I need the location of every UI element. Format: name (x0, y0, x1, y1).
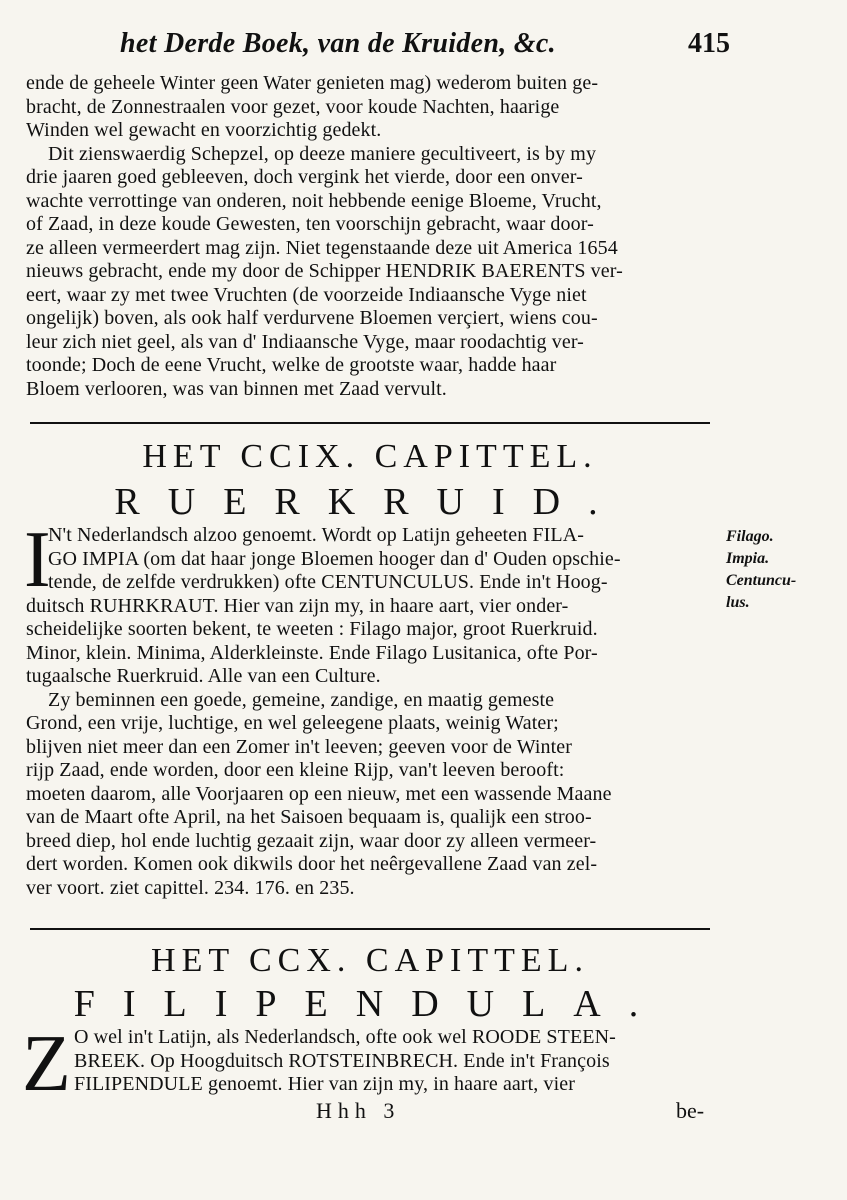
text-line: tugaalsche Ruerkruid. Alle van een Culture. (26, 665, 381, 687)
text-line: FILIPENDULE genoemt. Hier van zijn my, in haare aart, vier (74, 1073, 576, 1095)
text-line: of Zaad, in deze koude Gewesten, ten voorschijn gebracht, waar door- (26, 213, 594, 235)
text-line: eert, waar zy met twee Vruchten (de voorzeide Indiaansche Vyge niet (26, 283, 587, 306)
text-line: O wel in't Latijn, als Nederlandsch, ofte ook wel ROODE STEEN- (74, 1026, 616, 1048)
signature-mark: Hhh 3 (316, 1098, 401, 1123)
text-line: BREEK. Op Hoogduitsch ROTSTEINBRECH. Ende in't François (74, 1049, 610, 1072)
text-line: scheidelijke soorten bekent, te weeten : Filago major, groot Ruerkruid. (26, 618, 598, 640)
text-line: blijven niet meer dan een Zomer in't leeven; geeven voor de Winter (26, 735, 573, 758)
drop-cap: I (24, 516, 51, 604)
text-line: tende, de zelfde verdrukken) ofte CENTUNCULUS. Ende in't Hoog- (48, 571, 608, 593)
chapter-title: RUERKRUID. (114, 481, 626, 523)
margin-note-line: lus. (726, 594, 750, 611)
text-line: Winden wel gewacht en voorzichtig gedekt. (26, 119, 382, 141)
drop-cap: Z (22, 1020, 71, 1108)
text-line: ze alleen vermeerdert mag zijn. Niet tegenstaande deze uit America 1654 (26, 236, 618, 259)
text-line: Bloem verlooren, was van binnen met Zaad vervult. (26, 377, 447, 400)
chapter-heading: HET CCX. CAPITTEL. (151, 942, 589, 979)
text-line: leur zich niet geel, als van d' Indiaansche Vyge, maar roodachtig ver- (26, 330, 584, 353)
continuation-text (26, 72, 708, 401)
text-line: dert worden. Komen ook dikwils door het neêrgevallene Zaad van zel- (26, 853, 598, 875)
text-line: Zy beminnen een goede, gemeine, zandige, en maatig gemeste (48, 688, 555, 711)
text-line: wachte verrottinge van onderen, noit hebbende eenige Bloeme, Vrucht, (26, 189, 602, 212)
text-line: N't Nederlandsch alzoo genoemt. Wordt op Latijn geheeten FILA- (48, 524, 584, 546)
text-line: toonde; Doch de eene Vrucht, welke de grootste waar, hadde haar (26, 354, 557, 376)
text-line: drie jaaren goed gebleeven, doch vergink het vierde, door een onver- (26, 166, 583, 188)
margin-note-line: Centuncu- (726, 572, 797, 589)
text-line: Minor, klein. Minima, Alderkleinste. Ende Filago Lusitanica, ofte Por- (26, 641, 598, 664)
chapter-heading: HET CCIX. CAPITTEL. (142, 438, 598, 475)
chapter-title: FILIPENDULA. (73, 983, 667, 1025)
text-line: van de Maart ofte April, na het Saisoen bequaam is, qualijk een stroo- (26, 806, 592, 828)
text-line: ende de geheele Winter geen Water genieten mag) wederom buiten ge- (26, 72, 599, 94)
margin-note (726, 526, 836, 614)
catchword: be- (676, 1098, 705, 1123)
page-header (120, 22, 730, 62)
text-line: Grond, een vrije, luchtige, en wel geleegene plaats, weinig Water; (26, 712, 559, 734)
chapter-paragraph (26, 1026, 708, 1097)
text-line: breed diep, hol ende luchtig gezaait zijn, waar door zy alleen vermeer- (26, 829, 597, 852)
text-line: moeten daarom, alle Voorjaaren op een nieuw, met een wassende Maane (26, 782, 612, 805)
text-line: rijp Zaad, ende worden, door een kleine Rijp, van't leeven berooft: (26, 759, 565, 781)
margin-note-line: Filago. (726, 528, 774, 545)
text-line: GO IMPIA (om dat haar jonge Bloemen hooger dan d' Ouden opschie- (48, 547, 621, 570)
text-line: nieuws gebracht, ende my door de Schipper HENDRIK BAERENTS ver- (26, 260, 623, 282)
margin-note-line: Impia. (726, 550, 770, 567)
text-line: ongelijk) boven, als ook half verdurvene Bloemen verçiert, wiens cou- (26, 307, 598, 329)
section-divider (30, 928, 710, 930)
text-line: Dit zienswaerdig Schepzel, op deeze maniere gecultiveert, is by my (48, 142, 597, 165)
page-number: 415 (688, 28, 730, 59)
chapter-paragraph (26, 524, 708, 900)
text-line: ver voort. ziet capittel. 234. 176. en 235. (26, 876, 355, 899)
text-line: duitsch RUHRKRAUT. Hier van zijn my, in haare aart, vier onder- (26, 594, 569, 617)
text-line: bracht, de Zonnestraalen voor gezet, voor koude Nachten, haarige (26, 95, 560, 118)
running-title: het Derde Boek, van de Kruiden, &c. (120, 28, 556, 59)
section-divider (30, 422, 710, 424)
